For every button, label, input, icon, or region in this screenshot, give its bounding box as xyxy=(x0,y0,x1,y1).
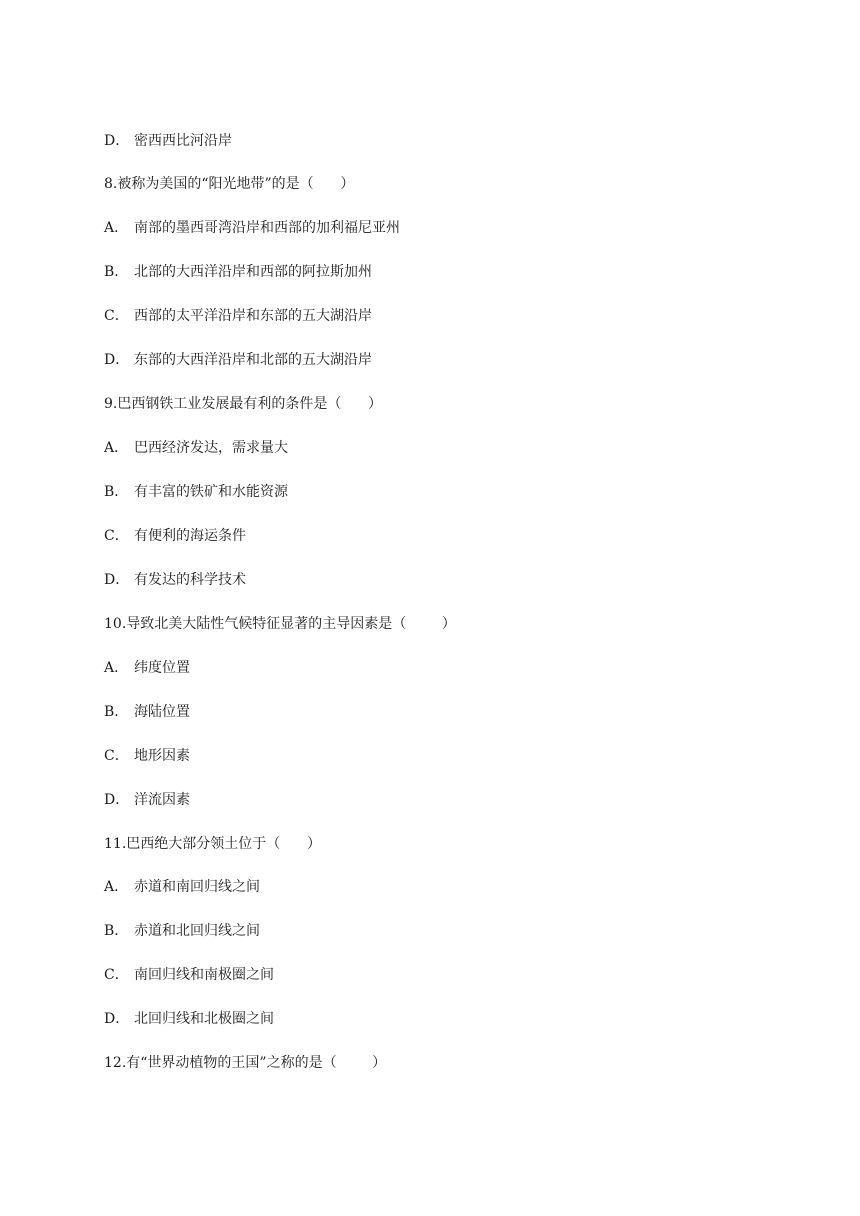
option-text: 南回归线和南极圈之间 xyxy=(134,967,274,983)
option-letter: D． xyxy=(104,792,130,808)
question-12: 12.有“世界动植物的王国”之称的是（ ） xyxy=(104,1055,387,1071)
option-11c xyxy=(104,965,274,985)
option-11a xyxy=(104,877,260,897)
option-letter: A． xyxy=(104,660,129,676)
option-text: 海陆位置 xyxy=(134,704,190,720)
option-text: 纬度位置 xyxy=(134,660,190,676)
option-letter: D． xyxy=(104,1011,130,1027)
option-text: 西部的太平洋沿岸和东部的五大湖沿岸 xyxy=(134,308,372,324)
option-letter: B． xyxy=(104,923,129,939)
option-8c xyxy=(104,306,372,326)
option-text: 洋流因素 xyxy=(134,792,190,808)
option-text: 南部的墨西哥湾沿岸和西部的加利福尼亚州 xyxy=(134,220,400,236)
option-letter: C． xyxy=(104,308,129,324)
option-letter: C． xyxy=(104,748,129,764)
option-text: 赤道和北回归线之间 xyxy=(134,923,260,939)
option-letter: C． xyxy=(104,967,129,983)
option-text: 有便利的海运条件 xyxy=(134,528,246,544)
question-10: 10.导致北美大陆性气候特征显著的主导因素是（ ） xyxy=(104,616,456,632)
option-letter: D． xyxy=(104,572,130,588)
option-letter: D． xyxy=(104,352,130,368)
option-8b xyxy=(104,262,372,282)
option-letter: A． xyxy=(104,220,129,236)
option-7d xyxy=(104,131,232,151)
option-text: 北回归线和北极圈之间 xyxy=(134,1011,274,1027)
option-text: 东部的大西洋沿岸和北部的五大湖沿岸 xyxy=(134,352,372,368)
question-9: 9.巴西钢铁工业发展最有利的条件是（ ） xyxy=(104,396,383,412)
option-text: 巴西经济发达，需求量大 xyxy=(134,440,288,456)
option-11d xyxy=(104,1009,274,1029)
option-10d xyxy=(104,790,190,810)
option-8a xyxy=(104,218,400,238)
option-10a xyxy=(104,658,190,678)
option-text: 密西西比河沿岸 xyxy=(134,133,232,149)
option-letter: A． xyxy=(104,440,129,456)
option-9c xyxy=(104,526,246,546)
option-10c xyxy=(104,746,190,766)
option-text: 赤道和南回归线之间 xyxy=(134,879,260,895)
option-11b xyxy=(104,921,260,941)
option-letter: D． xyxy=(104,133,130,149)
option-letter: B． xyxy=(104,484,129,500)
option-text: 地形因素 xyxy=(134,748,190,764)
option-letter: C． xyxy=(104,528,129,544)
option-text: 有丰富的铁矿和水能资源 xyxy=(134,484,288,500)
question-8: 8.被称为美国的“阳光地带”的是（ ） xyxy=(104,176,355,192)
option-text: 有发达的科学技术 xyxy=(134,572,246,588)
question-11: 11.巴西绝大部分领土位于（ ） xyxy=(104,836,321,852)
option-9d xyxy=(104,570,246,590)
option-9b xyxy=(104,482,288,502)
option-letter: B． xyxy=(104,704,129,720)
option-text: 北部的大西洋沿岸和西部的阿拉斯加州 xyxy=(134,264,372,280)
option-10b xyxy=(104,702,190,722)
option-8d xyxy=(104,350,372,370)
option-letter: B． xyxy=(104,264,129,280)
option-letter: A． xyxy=(104,879,129,895)
option-9a xyxy=(104,438,288,458)
